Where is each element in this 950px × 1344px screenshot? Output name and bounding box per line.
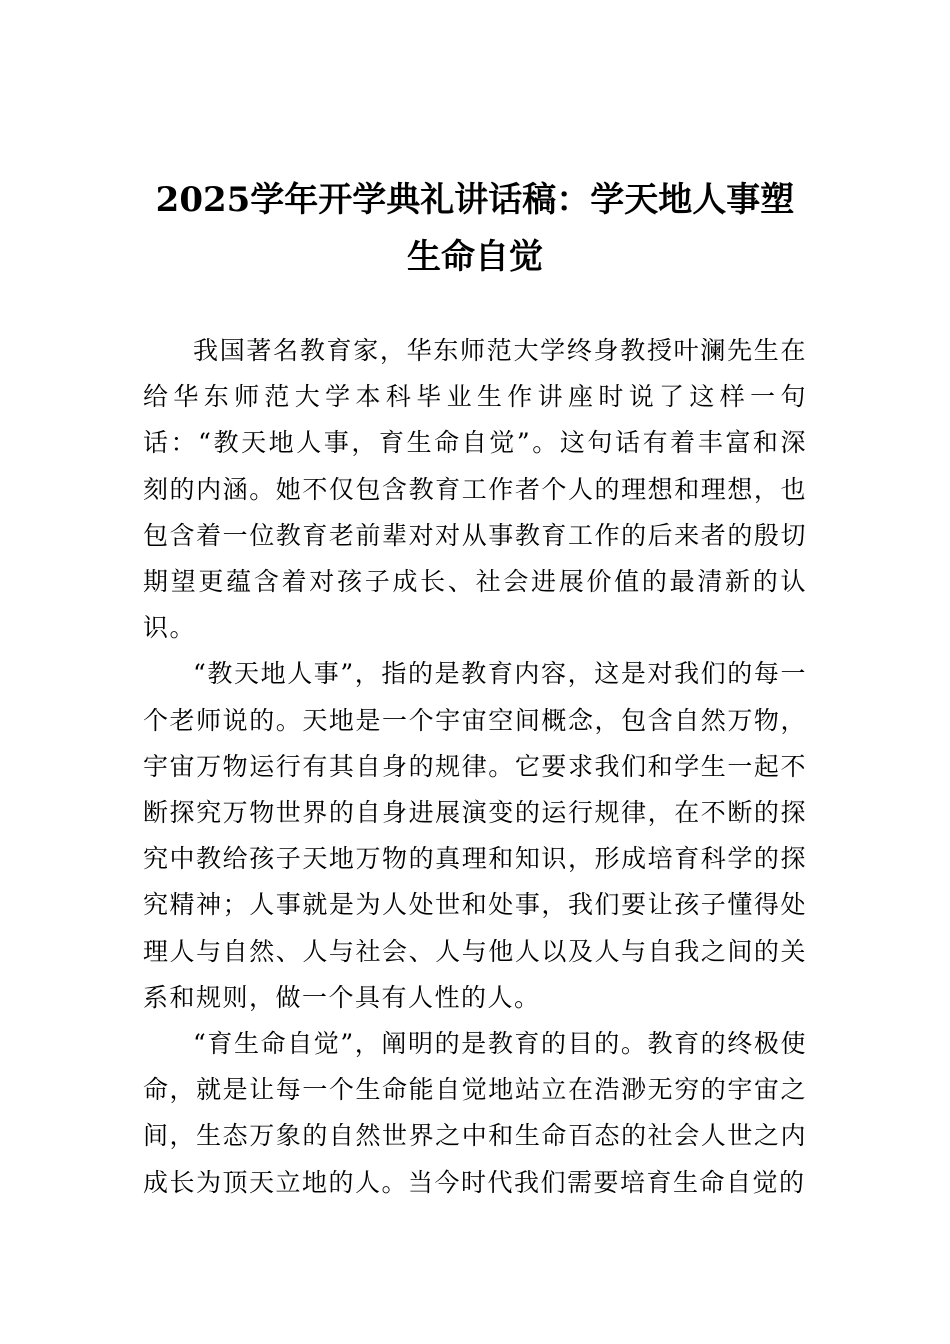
paragraph: “教天地人事”，指的是教育内容，这是对我们的每一个老师说的。天地是一个宇宙空间概念，包含自然万物，宇宙万物运行有其自身的规律。它要求我们和学生一起不断探究万物世界的自身进展演变的运行规律，在不断的探究中教给孩子天地万物的真理和知识，形成培育科学的探究精神；人事就是为人处世和处事，我们要让孩子懂得处理人与自然、人与社会、人与他人以及人与自我之间的关系和规则，做一个具有人性的人。 [143, 659, 807, 1012]
title-line-1: 2025学年开学典礼讲话稿：学天地人事塑 [155, 180, 795, 220]
title-line-2: 生命自觉 [407, 237, 543, 277]
paragraph: “育生命自觉”，阐明的是教育的目的。教育的终极使命，就是让每一个生命能自觉地站立在浩渺无穷的宇宙之间，生态万象的自然世界之中和生命百态的社会人世之内成长为顶天立地的人。当今时代我们需要培育生命自觉的 [143, 1029, 807, 1197]
paragraph: 我国著名教育家，华东师范大学终身教授叶澜先生在给华东师范大学本科毕业生作讲座时说了这样一句话：“教天地人事，育生命自觉”。这句话有着丰富和深刻的内涵。她不仅包含教育工作者个人的理想和理想，也包含着一位教育老前辈对对从事教育工作的后来者的殷切期望更蕴含着对孩子成长、社会进展价值的最清新的认识。 [143, 336, 807, 643]
document-body [143, 328, 807, 1206]
document-title [140, 172, 810, 286]
